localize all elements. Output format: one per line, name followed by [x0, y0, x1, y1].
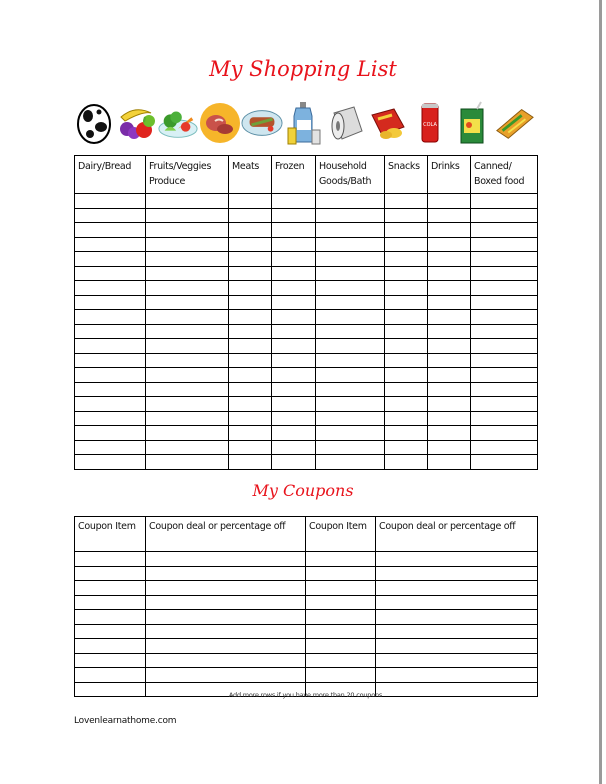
- shopping-cell[interactable]: [316, 426, 385, 441]
- shopping-cell[interactable]: [229, 237, 272, 252]
- coupon-cell[interactable]: [376, 639, 538, 654]
- shopping-cell[interactable]: [229, 194, 272, 209]
- toilet-paper-icon: [325, 99, 367, 147]
- snacks-chips-icon: [367, 99, 409, 147]
- shopping-cell[interactable]: [229, 310, 272, 325]
- coupon-cell[interactable]: [146, 610, 306, 625]
- coupon-cell[interactable]: [146, 668, 306, 683]
- shopping-cell[interactable]: [471, 397, 538, 412]
- shopping-cell[interactable]: [316, 295, 385, 310]
- shopping-cell[interactable]: [428, 382, 471, 397]
- coupon-cell[interactable]: [146, 552, 306, 567]
- shopping-cell[interactable]: [146, 397, 229, 412]
- shopping-cell[interactable]: [75, 281, 146, 296]
- shopping-cell[interactable]: [75, 324, 146, 339]
- shopping-cell[interactable]: [428, 397, 471, 412]
- shopping-cell[interactable]: [428, 411, 471, 426]
- shopping-cell[interactable]: [428, 295, 471, 310]
- coupon-cell[interactable]: [376, 653, 538, 668]
- shopping-cell[interactable]: [272, 368, 316, 383]
- shopping-cell[interactable]: [146, 281, 229, 296]
- shopping-cell[interactable]: [471, 223, 538, 238]
- shopping-cell[interactable]: [272, 208, 316, 223]
- shopping-cell[interactable]: [146, 382, 229, 397]
- shopping-cell[interactable]: [316, 324, 385, 339]
- shopping-cell[interactable]: [146, 440, 229, 455]
- shopping-cell[interactable]: [316, 368, 385, 383]
- shopping-row: [75, 281, 538, 296]
- shopping-cell[interactable]: [471, 310, 538, 325]
- shopping-cell[interactable]: [316, 339, 385, 354]
- shopping-cell[interactable]: [75, 223, 146, 238]
- shopping-cell[interactable]: [146, 353, 229, 368]
- shopping-cell[interactable]: [316, 397, 385, 412]
- shopping-cell[interactable]: [316, 440, 385, 455]
- shopping-cell[interactable]: [428, 368, 471, 383]
- shopping-cell[interactable]: [272, 455, 316, 470]
- shopping-cell[interactable]: [75, 397, 146, 412]
- shopping-row: [75, 368, 538, 383]
- shopping-cell[interactable]: [471, 252, 538, 267]
- shopping-cell[interactable]: [146, 368, 229, 383]
- coupon-cell[interactable]: [146, 566, 306, 581]
- shopping-header-0: Dairy/Bread: [75, 156, 146, 194]
- shopping-cell[interactable]: [471, 368, 538, 383]
- coupon-row: [75, 581, 538, 596]
- coupons-table: [74, 516, 538, 697]
- shopping-cell[interactable]: [75, 194, 146, 209]
- shopping-cell[interactable]: [428, 223, 471, 238]
- coupon-header-3: Coupon deal or percentage off: [376, 517, 538, 552]
- shopping-row: [75, 455, 538, 470]
- coupon-row: [75, 624, 538, 639]
- shopping-cell[interactable]: [471, 382, 538, 397]
- shopping-cell[interactable]: [471, 281, 538, 296]
- shopping-row: [75, 310, 538, 325]
- shopping-header-7: Canned/ Boxed food: [471, 156, 538, 194]
- coupon-row: [75, 653, 538, 668]
- shopping-cell[interactable]: [229, 324, 272, 339]
- coupon-cell[interactable]: [146, 595, 306, 610]
- shopping-cell[interactable]: [385, 223, 428, 238]
- shopping-cell[interactable]: [471, 208, 538, 223]
- shopping-cell[interactable]: [229, 368, 272, 383]
- shopping-cell[interactable]: [316, 411, 385, 426]
- shopping-cell[interactable]: [385, 310, 428, 325]
- coupons-title: My Coupons: [252, 481, 354, 500]
- coupon-header-0: Coupon Item: [75, 517, 146, 552]
- shopping-cell[interactable]: [272, 440, 316, 455]
- shopping-cell[interactable]: [229, 281, 272, 296]
- shopping-cell[interactable]: [316, 382, 385, 397]
- vegetables-icon: [157, 99, 199, 147]
- shopping-row: [75, 324, 538, 339]
- shopping-row: [75, 411, 538, 426]
- shopping-cell[interactable]: [146, 266, 229, 281]
- shopping-cell[interactable]: [75, 310, 146, 325]
- shopping-cell[interactable]: [272, 353, 316, 368]
- shopping-cell[interactable]: [428, 353, 471, 368]
- shopping-cell[interactable]: [272, 295, 316, 310]
- coupon-cell[interactable]: [75, 552, 146, 567]
- shopping-cell[interactable]: [272, 324, 316, 339]
- shopping-header-2: Meats: [229, 156, 272, 194]
- shopping-cell[interactable]: [146, 324, 229, 339]
- coupon-row: [75, 610, 538, 625]
- coupon-cell[interactable]: [75, 624, 146, 639]
- shopping-cell[interactable]: [272, 426, 316, 441]
- coupon-row: [75, 595, 538, 610]
- coupon-cell[interactable]: [75, 581, 146, 596]
- shopping-cell[interactable]: [385, 237, 428, 252]
- coupon-cell[interactable]: [306, 610, 376, 625]
- coupon-cell[interactable]: [306, 566, 376, 581]
- shopping-cell[interactable]: [385, 440, 428, 455]
- shopping-cell[interactable]: [75, 455, 146, 470]
- shopping-cell[interactable]: [316, 353, 385, 368]
- shopping-cell[interactable]: [272, 281, 316, 296]
- coupon-cell[interactable]: [306, 552, 376, 567]
- shopping-header-6: Drinks: [428, 156, 471, 194]
- shopping-cell[interactable]: [385, 397, 428, 412]
- shopping-cell[interactable]: [385, 324, 428, 339]
- shopping-cell[interactable]: [75, 237, 146, 252]
- shopping-cell[interactable]: [75, 208, 146, 223]
- shopping-cell[interactable]: [272, 339, 316, 354]
- shopping-row: [75, 440, 538, 455]
- coupon-cell[interactable]: [146, 581, 306, 596]
- shopping-cell[interactable]: [471, 295, 538, 310]
- shopping-cell[interactable]: [385, 353, 428, 368]
- shopping-cell[interactable]: [75, 440, 146, 455]
- coupon-cell[interactable]: [146, 624, 306, 639]
- shopping-cell[interactable]: [428, 426, 471, 441]
- shopping-row: [75, 339, 538, 354]
- shopping-cell[interactable]: [75, 266, 146, 281]
- coupon-cell[interactable]: [75, 566, 146, 581]
- shopping-cell[interactable]: [316, 252, 385, 267]
- shopping-cell[interactable]: [75, 339, 146, 354]
- shopping-cell[interactable]: [316, 266, 385, 281]
- shopping-cell[interactable]: [75, 353, 146, 368]
- shopping-cell[interactable]: [229, 208, 272, 223]
- shopping-cell[interactable]: [471, 324, 538, 339]
- shopping-cell[interactable]: [385, 455, 428, 470]
- coupon-row: [75, 566, 538, 581]
- shopping-row: [75, 237, 538, 252]
- shopping-cell[interactable]: [471, 237, 538, 252]
- coupon-row: [75, 668, 538, 683]
- shopping-cell[interactable]: [75, 295, 146, 310]
- coupon-cell[interactable]: [75, 668, 146, 683]
- coupon-cell[interactable]: [306, 668, 376, 683]
- coupon-cell[interactable]: [306, 639, 376, 654]
- shopping-cell[interactable]: [385, 266, 428, 281]
- shopping-cell[interactable]: [385, 252, 428, 267]
- shopping-cell[interactable]: [316, 223, 385, 238]
- coupon-cell[interactable]: [75, 610, 146, 625]
- shopping-cell[interactable]: [385, 194, 428, 209]
- shopping-row: [75, 266, 538, 281]
- shopping-cell[interactable]: [471, 339, 538, 354]
- coupon-cell[interactable]: [376, 581, 538, 596]
- shopping-cell[interactable]: [428, 194, 471, 209]
- shopping-cell[interactable]: [146, 339, 229, 354]
- shopping-cell[interactable]: [272, 397, 316, 412]
- shopping-header-5: Snacks: [385, 156, 428, 194]
- shopping-cell[interactable]: [428, 310, 471, 325]
- shopping-cell[interactable]: [385, 382, 428, 397]
- shopping-cell[interactable]: [272, 266, 316, 281]
- shopping-cell[interactable]: [272, 411, 316, 426]
- shopping-cell[interactable]: [428, 455, 471, 470]
- shopping-cell[interactable]: [385, 411, 428, 426]
- shopping-cell[interactable]: [146, 426, 229, 441]
- shopping-cell[interactable]: [229, 440, 272, 455]
- boxed-food-icon: [493, 99, 535, 147]
- shopping-row: [75, 295, 538, 310]
- shopping-row: [75, 223, 538, 238]
- svg-text:COLA: COLA: [423, 122, 437, 128]
- shopping-cell[interactable]: [471, 411, 538, 426]
- shopping-cell[interactable]: [471, 426, 538, 441]
- coupon-cell[interactable]: [306, 595, 376, 610]
- coupon-cell[interactable]: [376, 595, 538, 610]
- category-icon-row: [73, 98, 535, 148]
- shopping-cell[interactable]: [229, 397, 272, 412]
- coupon-cell[interactable]: [306, 624, 376, 639]
- shopping-cell[interactable]: [471, 266, 538, 281]
- shopping-cell[interactable]: [316, 455, 385, 470]
- shopping-cell[interactable]: [272, 382, 316, 397]
- fruits-icon: [115, 99, 157, 147]
- shopping-header-1: Fruits/Veggies Produce: [146, 156, 229, 194]
- coupon-cell[interactable]: [146, 639, 306, 654]
- coupon-cell[interactable]: [75, 639, 146, 654]
- coupon-header-2: Coupon Item: [306, 517, 376, 552]
- coupon-note: Add more rows if you have more than 20 coupons: [228, 691, 383, 699]
- shopping-cell[interactable]: [75, 252, 146, 267]
- shopping-cell[interactable]: [385, 426, 428, 441]
- dairy-cow-icon: [73, 99, 115, 147]
- shopping-cell[interactable]: [385, 368, 428, 383]
- shopping-cell[interactable]: [146, 310, 229, 325]
- coupon-cell[interactable]: [376, 552, 538, 567]
- shopping-cell[interactable]: [229, 382, 272, 397]
- shopping-cell[interactable]: [272, 223, 316, 238]
- shopping-cell[interactable]: [229, 455, 272, 470]
- meats-icon: [199, 99, 241, 147]
- coupon-cell[interactable]: [146, 653, 306, 668]
- shopping-row: [75, 382, 538, 397]
- shopping-cell[interactable]: [316, 208, 385, 223]
- shopping-cell[interactable]: [146, 208, 229, 223]
- shopping-cell[interactable]: [471, 194, 538, 209]
- shopping-cell[interactable]: [385, 295, 428, 310]
- shopping-cell[interactable]: [229, 223, 272, 238]
- shopping-cell[interactable]: [316, 310, 385, 325]
- shopping-cell[interactable]: [428, 208, 471, 223]
- shopping-cell[interactable]: [272, 194, 316, 209]
- shopping-cell[interactable]: [146, 194, 229, 209]
- shopping-cell[interactable]: [229, 266, 272, 281]
- shopping-cell[interactable]: [316, 194, 385, 209]
- coupon-cell[interactable]: [75, 595, 146, 610]
- coupon-cell[interactable]: [306, 653, 376, 668]
- shopping-cell[interactable]: [229, 252, 272, 267]
- shopping-cell[interactable]: [75, 368, 146, 383]
- shopping-cell[interactable]: [146, 455, 229, 470]
- coupon-row: [75, 552, 538, 567]
- coupon-cell[interactable]: [376, 668, 538, 683]
- coupon-cell[interactable]: [376, 624, 538, 639]
- shopping-cell[interactable]: [385, 281, 428, 296]
- shopping-list-table: [74, 155, 538, 470]
- shopping-cell[interactable]: [428, 339, 471, 354]
- shopping-cell[interactable]: [385, 339, 428, 354]
- footer-website: Lovenlearnathome.com: [74, 716, 177, 726]
- shopping-header-3: Frozen: [272, 156, 316, 194]
- shopping-cell[interactable]: [229, 411, 272, 426]
- shopping-row: [75, 208, 538, 223]
- shopping-cell[interactable]: [146, 237, 229, 252]
- shopping-cell[interactable]: [471, 455, 538, 470]
- shopping-cell[interactable]: [272, 310, 316, 325]
- shopping-cell[interactable]: [229, 295, 272, 310]
- coupon-cell[interactable]: [306, 581, 376, 596]
- shopping-cell[interactable]: [229, 426, 272, 441]
- shopping-cell[interactable]: [272, 252, 316, 267]
- coupon-row: [75, 639, 538, 654]
- household-cleaning-icon: [283, 99, 325, 147]
- shopping-cell[interactable]: [146, 223, 229, 238]
- shopping-cell[interactable]: [229, 339, 272, 354]
- coupon-cell[interactable]: [376, 610, 538, 625]
- shopping-row: [75, 252, 538, 267]
- shopping-cell[interactable]: [428, 252, 471, 267]
- coupon-cell[interactable]: [376, 566, 538, 581]
- shopping-cell[interactable]: [146, 252, 229, 267]
- shopping-header-4: Household Goods/Bath: [316, 156, 385, 194]
- juice-box-icon: [451, 99, 493, 147]
- shopping-cell[interactable]: [428, 237, 471, 252]
- shopping-cell[interactable]: [385, 208, 428, 223]
- coupon-header-1: Coupon deal or percentage off: [146, 517, 306, 552]
- page-title: My Shopping List: [209, 57, 397, 81]
- shopping-cell[interactable]: [146, 411, 229, 426]
- shopping-cell[interactable]: [428, 281, 471, 296]
- shopping-cell[interactable]: [75, 426, 146, 441]
- shopping-cell[interactable]: [272, 237, 316, 252]
- shopping-cell[interactable]: [75, 382, 146, 397]
- shopping-cell[interactable]: [146, 295, 229, 310]
- frozen-food-icon: [241, 99, 283, 147]
- shopping-cell[interactable]: [75, 411, 146, 426]
- shopping-cell[interactable]: [316, 281, 385, 296]
- shopping-cell[interactable]: [428, 440, 471, 455]
- shopping-cell[interactable]: [316, 237, 385, 252]
- shopping-row: [75, 353, 538, 368]
- shopping-cell[interactable]: [229, 353, 272, 368]
- shopping-cell[interactable]: [428, 266, 471, 281]
- shopping-cell[interactable]: [471, 440, 538, 455]
- shopping-row: [75, 194, 538, 209]
- shopping-cell[interactable]: [471, 353, 538, 368]
- shopping-row: [75, 397, 538, 412]
- shopping-cell[interactable]: [428, 324, 471, 339]
- soda-can-icon: [409, 99, 451, 147]
- coupon-cell[interactable]: [75, 653, 146, 668]
- shopping-row: [75, 426, 538, 441]
